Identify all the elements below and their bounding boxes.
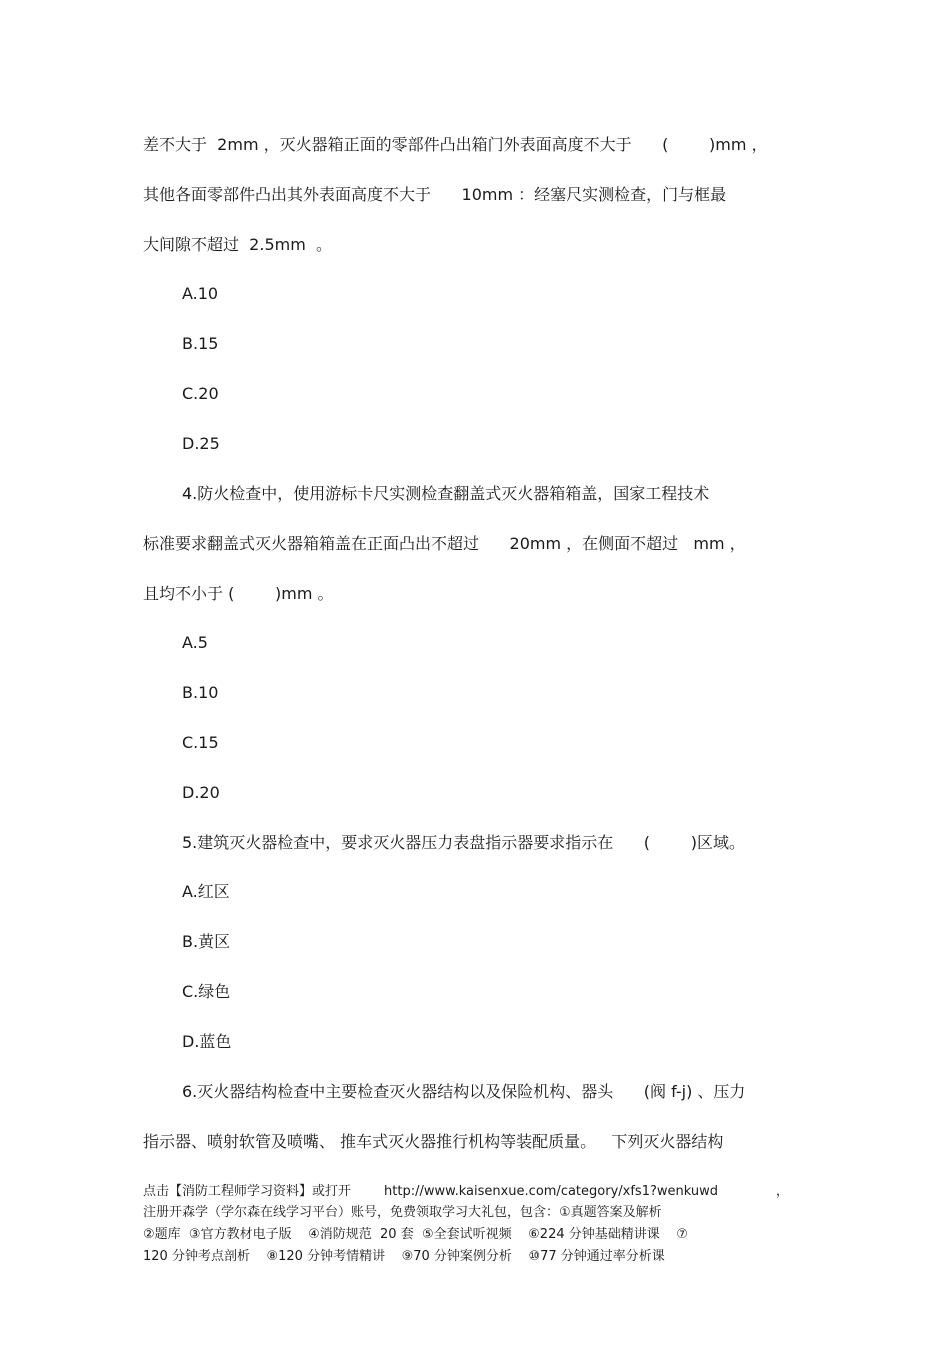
- footer-line-2: 注册开森学（学尔森在线学习平台）账号，免费领取学习大礼包，包含：①真题答案及解析: [143, 1205, 662, 1220]
- q5-option-b: B.黄区: [182, 932, 231, 951]
- q3-option-a: A.10: [182, 284, 219, 303]
- q4-option-a: A.5: [182, 633, 208, 652]
- q4-option-b: B.10: [182, 683, 219, 702]
- q3-text-line-1: 差不大于 2mm ，灭火器箱正面的零部件凸出箱门外表面高度不大于 ( )mm ，: [143, 135, 768, 154]
- q4-option-d: D.20: [182, 783, 220, 802]
- q3-option-b: B.15: [182, 334, 219, 353]
- q5-option-c: C.绿色: [182, 982, 231, 1001]
- q4-text-line-2: 标准要求翻盖式灭火器箱箱盖在正面凸出不超过 20mm ，在侧面不超过 mm ，: [143, 534, 746, 553]
- q3-text-line-2: 其他各面零部件凸出其外表面高度不大于 10mm ：经塞尺实测检查，门与框最: [143, 185, 727, 204]
- q6-text-line-2: 指示器、喷射软管及喷嘴、 推车式灭火器推行机构等装配质量。 下列灭火器结构: [143, 1132, 724, 1151]
- q3-option-d: D.25: [182, 434, 220, 453]
- q4-text-line-3: 且均不小于 ( )mm 。: [143, 584, 334, 603]
- q4-option-c: C.15: [182, 733, 219, 752]
- q5-text-line-1: 5.建筑灭火器检查中，要求灭火器压力表盘指示器要求指示在 ( )区域。: [182, 833, 745, 852]
- q5-option-a: A.红区: [182, 882, 230, 901]
- footer-line-1[interactable]: 点击【消防工程师学习资料】或打开 http://www.kaisenxue.com/category/xfs1?wenkuwd ，: [143, 1184, 789, 1199]
- q3-text-line-3: 大间隙不超过 2.5mm 。: [143, 235, 332, 254]
- q4-text-line-1: 4.防火检查中，使用游标卡尺实测检查翻盖式灭火器箱箱盖，国家工程技术: [182, 484, 710, 503]
- footer-line-3: ②题库 ③官方教材电子版 ④消防规范 20 套 ⑤全套试听视频 ⑥224 分钟基础精讲课 ⑦: [143, 1227, 688, 1242]
- q3-option-c: C.20: [182, 384, 219, 403]
- q5-option-d: D.蓝色: [182, 1032, 232, 1051]
- q6-text-line-1: 6.灭火器结构检查中主要检查灭火器结构以及保险机构、器头 (阀 f-j) 、压力: [182, 1082, 746, 1101]
- footer-line-4: 120 分钟考点剖析 ⑧120 分钟考情精讲 ⑨70 分钟案例分析 ⑩77 分钟通过率分析课: [143, 1249, 665, 1264]
